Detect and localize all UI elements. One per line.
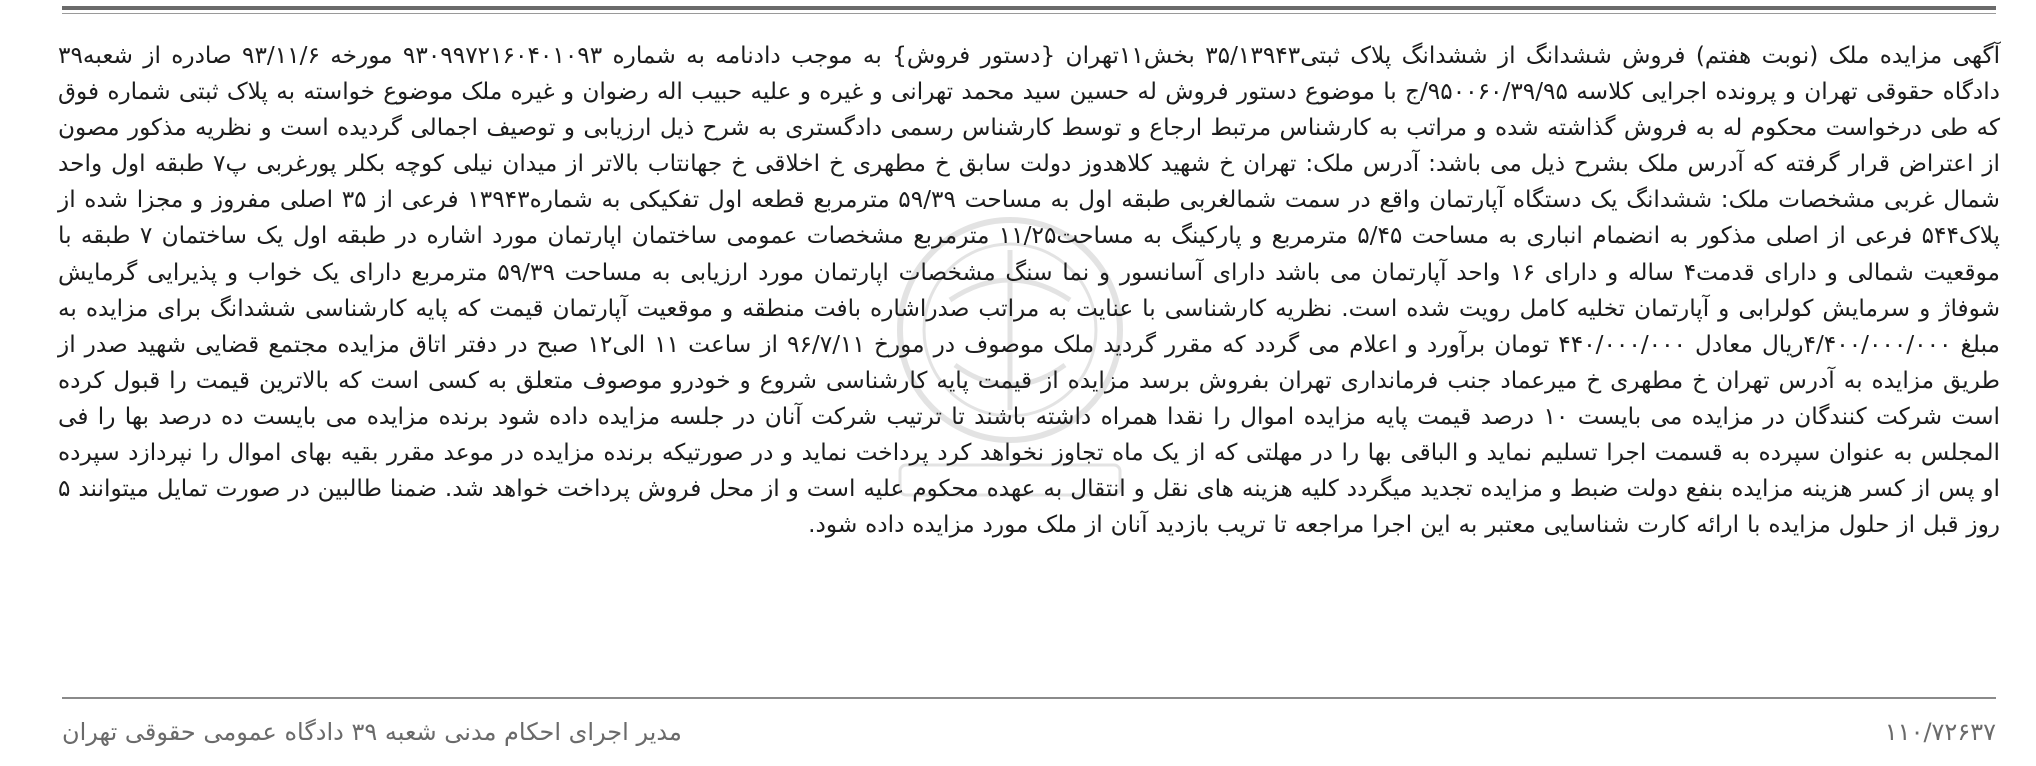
issuer-signature: مدیر اجرای احکام مدنی شعبه ۳۹ دادگاه عمومی حقوقی تهران	[62, 718, 682, 746]
bottom-divider	[62, 697, 1996, 699]
notice-reference-code: ۱۱۰/۷۲۶۳۷	[1884, 718, 1996, 746]
notice-footer	[62, 712, 1996, 752]
top-divider-thin	[62, 13, 1996, 14]
top-divider	[62, 6, 1996, 10]
notice-body-text: آگهی مزایده ملک (نوبت هفتم) فروش ششدانگ از ششدانگ پلاک ثبتی۳۵/۱۳۹۴۳ بخش۱۱تهران {دستور فروش} به موجب دادنامه به شماره ۹۳۰۹۹۷۲۱۶۰۴۰۱۰۹۳ مورخه ۹۳/۱۱/۶ صادره از شعبه۳۹ دادگاه حقوقی تهران و پرونده اجرایی کلاسه ۹۵۰۰۶۰/۳۹/۹۵/ج با موضوع دستور فروش له حسین سید محمد تهرانی و غیره و علیه حبیب اله رضوان و غیره ملک موضوع خواسته به پلاک ثبتی شماره فوق که طی درخواست محکوم له به فروش گذاشته شده و مراتب به کارشناس مرتبط ارجاع و توسط کارشناس رسمی دادگستری به شرح ذیل ارزیابی و توصیف اجمالی گردیده است و نظریه مذکور مصون از اعتراض قرار گرفته که آدرس ملک بشرح ذیل می باشد: آدرس ملک: تهران خ شهید کلاهدوز دولت سابق خ مطهری خ اخلاقی خ جهانتاب بالاتر از میدان نیلی کوچه بکلر پورغربی پ۷ طبقه اول واحد شمال غربی مشخصات ملک: ششدانگ یک دستگاه آپارتمان واقع در سمت شمالغربی طبقه اول به مساحت ۵۹/۳۹ مترمربع قطعه اول تفکیکی به شماره۱۳۹۴۳ فرعی از ۳۵ اصلی مفروز و مجزا شده از پلاک۵۴۴ فرعی از اصلی مذکور به انضمام انباری به مساحت ۵/۴۵ مترمربع و پارکینگ به مساحت۱۱/۲۵ مترمربع مشخصات عمومی ساختمان اپارتمان مورد اشاره در طبقه اول یک ساختمان ۷ طبقه با موقعیت شمالی و دارای قدمت۴ ساله و دارای ۱۶ واحد آپارتمان می باشد دارای آسانسور و نما سنگ مشخصات اپارتمان مورد ارزیابی به مساحت ۵۹/۳۹ مترمربع دارای یک خواب و پذیرایی گرمایش شوفاژ و سرمایش کولرابی و آپارتمان تخلیه کامل رویت شده است. نظریه کارشناسی با عنایت به مراتب صدراشاره بافت منطقه و موقعیت آپارتمان قیمت که پایه کارشناسی ششدانگ برای مزایده به مبلغ ۴/۴۰۰/۰۰۰/۰۰۰ریال معادل ۴۴۰/۰۰۰/۰۰۰ تومان برآورد و اعلام می گردد که مقرر گردید ملک موصوف در مورخ ۹۶/۷/۱۱ از ساعت ۱۱ الی۱۲ صبح در دفتر اتاق مزایده مجتمع قضایی شهید صدر از طریق مزایده به آدرس تهران خ مطهری خ میرعماد جنب فرمانداری تهران بفروش برسد مزایده از قیمت پایه کارشناسی شروع و خودرو موصوف متعلق به کسی است که بالاترین قیمت را قبول کرده است شرکت کنندگان در مزایده می بایست ۱۰ درصد قیمت پایه مزایده اموال را نقدا همراه داشته باشند تا ترتیب شرکت آنان در جلسه مزایده داده شود برنده مزایده می بایست ده درصد بها را فی المجلس به عنوان سپرده به قسمت اجرا تسلیم نماید و الباقی بها را در مهلتی که از یک ماه تجاوز نخواهد کرد پرداخت نماید و در صورتیکه برنده مزایده در موعد مقرر بقیه بهای اموال را نپردازد سپرده او پس از کسر هزینه مزایده بنفع دولت ضبط و مزایده تجدید میگردد کلیه هزینه های نقل و انتقال به عهده محکوم علیه است و از محل فروش پرداخت خواهد شد. ضمنا طالبین در صورت تمایل میتوانند ۵ روز قبل از حلول مزایده با ارائه کارت شناسایی معتبر به این اجرا مراجعه تا تریب بازدید آنان از ملک مورد مزایده داده شود.	[58, 42, 2001, 539]
